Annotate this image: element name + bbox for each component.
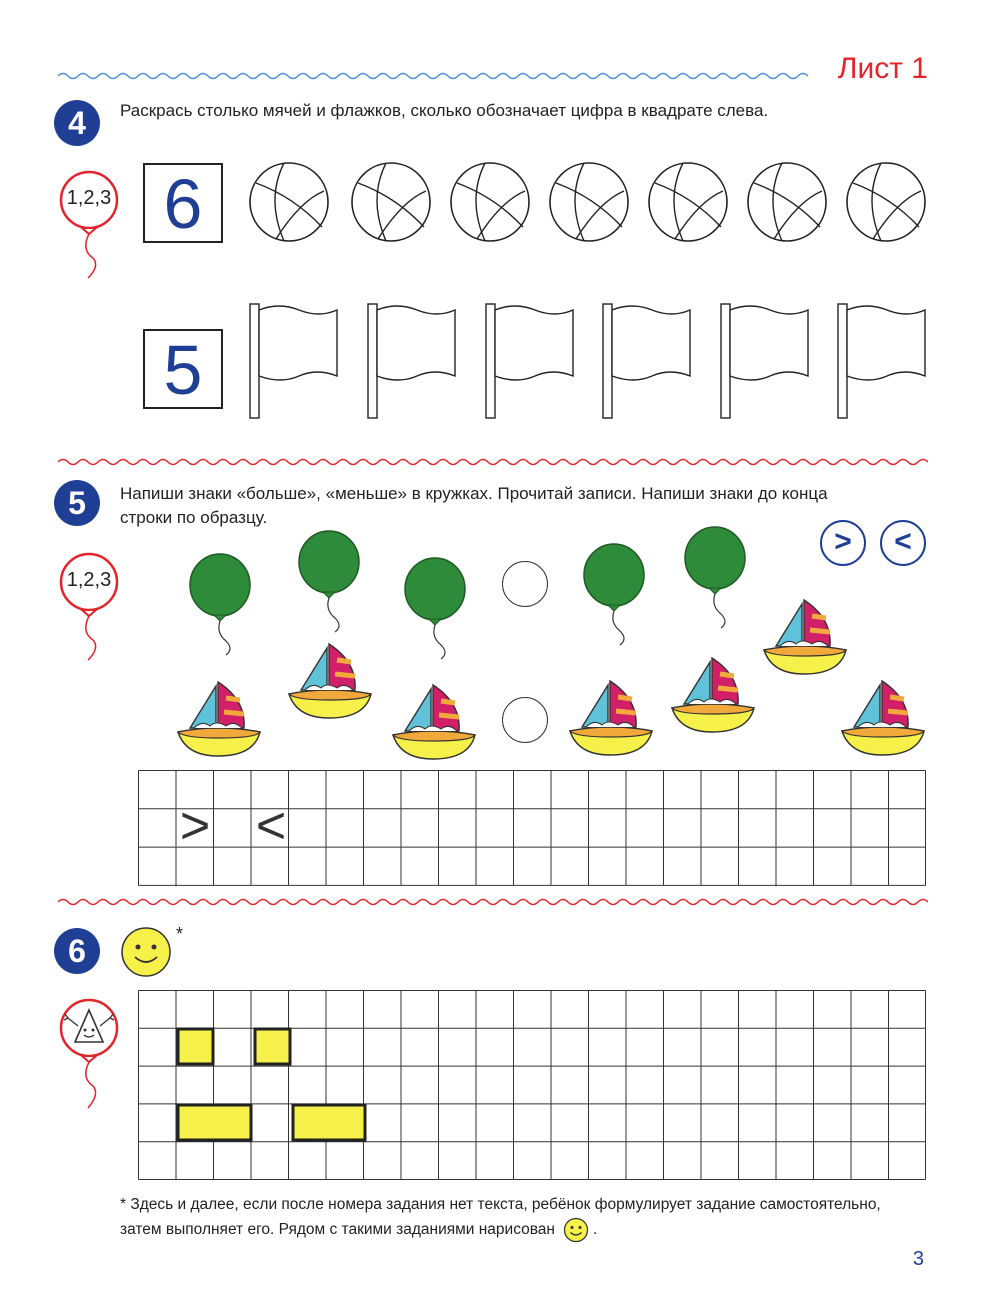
flag-outline[interactable] <box>365 302 457 420</box>
task-5-wavy-divider <box>58 896 928 908</box>
answer-circle-boats[interactable] <box>502 697 548 743</box>
task-number-4: 4 <box>54 100 100 146</box>
green-balloon-icon <box>403 557 469 662</box>
ball-outline[interactable] <box>449 161 531 243</box>
task-6-balloon-badge <box>48 996 130 1114</box>
yellow-rectangle-1 <box>178 1105 251 1140</box>
ball-outline[interactable] <box>647 161 729 243</box>
smiley-icon <box>120 926 172 978</box>
ball-outline[interactable] <box>746 161 828 243</box>
task-5-instruction-line-1: Напиши знаки «больше», «меньше» в кружках. Прочитай записи. Напиши знаки до конца <box>120 484 828 503</box>
flag-outline[interactable] <box>835 302 927 420</box>
smiley-icon <box>563 1217 589 1243</box>
header-wavy-divider <box>58 70 928 82</box>
sheet-title: Лист 1 <box>837 52 928 85</box>
balloon-label: 1,2,3 <box>66 187 112 209</box>
ball-outline[interactable] <box>845 161 927 243</box>
flag-outline[interactable] <box>718 302 810 420</box>
greater-sign-circle: > <box>820 520 866 566</box>
green-balloon-icon <box>188 553 254 658</box>
answer-circle-balloons[interactable] <box>502 561 548 607</box>
ball-outline[interactable] <box>350 161 432 243</box>
green-balloon-icon <box>683 526 749 631</box>
sailboat-icon <box>840 679 926 757</box>
task-number-6: 6 <box>54 928 100 974</box>
footnote-line-2-end: . <box>593 1221 598 1238</box>
sailboat-icon <box>670 656 756 734</box>
yellow-square-1 <box>178 1029 213 1064</box>
task-5-balloon-badge <box>48 552 130 667</box>
sailboat-icon <box>568 679 654 757</box>
green-balloon-icon <box>582 543 648 648</box>
balls-count-digit: 6 <box>143 163 223 243</box>
ball-outline[interactable] <box>248 161 330 243</box>
flag-outline[interactable] <box>600 302 692 420</box>
triangle-face-balloon-icon <box>48 996 130 1114</box>
flags-count-digit: 5 <box>143 329 223 409</box>
task-5-instruction-line-2: строки по образцу. <box>120 508 268 527</box>
flag-outline[interactable] <box>483 302 575 420</box>
flag-outline[interactable] <box>247 302 339 420</box>
task-4-instruction: Раскрась столько мячей и флажков, сколько обозначает цифра в квадрате слева. <box>120 101 769 120</box>
task-4-balloon-badge <box>48 170 130 285</box>
task-6-footnote-marker: * <box>176 924 184 944</box>
yellow-square-2 <box>255 1029 290 1064</box>
sailboat-icon <box>391 683 477 761</box>
task-number-5: 5 <box>54 480 100 526</box>
sailboat-icon <box>287 642 373 720</box>
balloon-label: 1,2,3 <box>66 569 112 591</box>
sample-less-sign: < <box>255 797 287 855</box>
task-4-wavy-divider <box>58 456 928 468</box>
green-balloon-icon <box>297 530 363 635</box>
footnote-line-2: затем выполняет его. Рядом с такими заданиями нарисован <box>120 1221 555 1238</box>
ball-outline[interactable] <box>548 161 630 243</box>
sailboat-icon <box>176 680 262 758</box>
page-number: 3 <box>912 1248 924 1270</box>
yellow-rectangle-2 <box>293 1105 365 1140</box>
footnote <box>120 1193 950 1243</box>
less-sign-circle: < <box>880 520 926 566</box>
footnote-line-1: * Здесь и далее, если после номера задания нет текста, ребёнок формулирует задание самостоятельно, <box>120 1196 881 1213</box>
sailboat-icon <box>762 598 848 676</box>
sample-greater-sign: > <box>179 797 211 855</box>
drawing-grid[interactable] <box>138 990 926 1180</box>
